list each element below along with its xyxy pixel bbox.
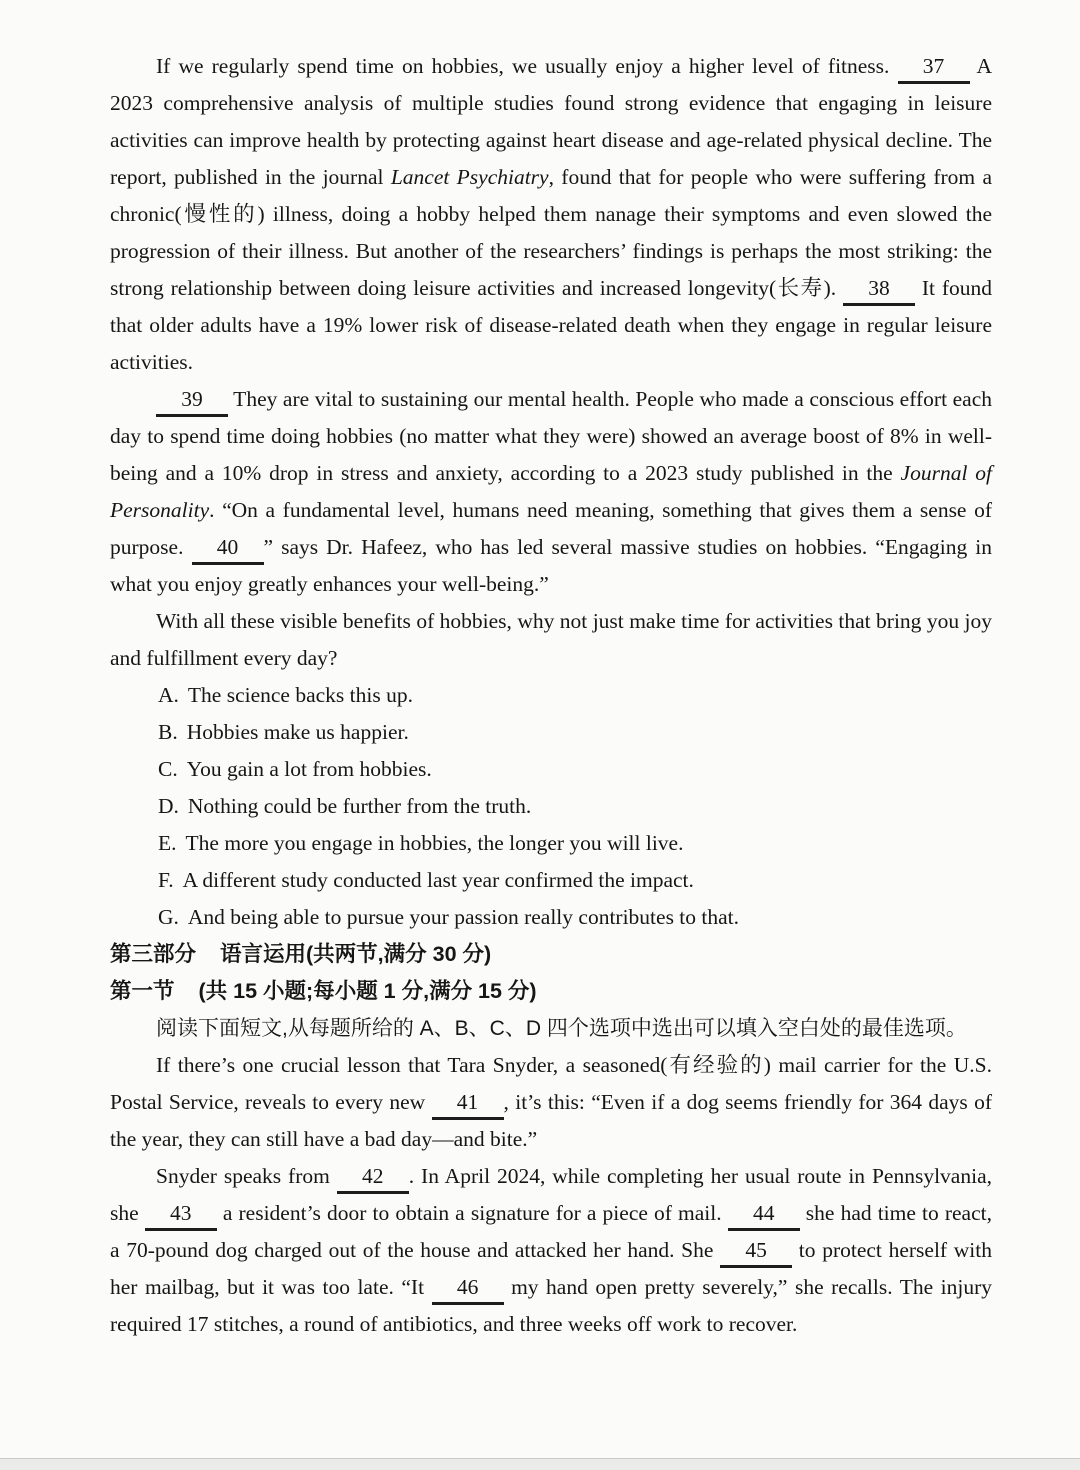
blank-38: 38 [843, 273, 915, 306]
part-heading [110, 936, 992, 973]
text-segment: . “On a fundamental level, humans need meaning, something that gives them a sense of purpose. [110, 498, 992, 559]
option-letter: G. [158, 905, 179, 929]
passage-hobbies [110, 48, 992, 936]
text-segment: my hand open pretty severely,” she recalls. The injury required 17 stitches, a round of antibiotics, and three weeks off work to recover. [110, 1275, 993, 1336]
option-text: You gain a lot from hobbies. [186, 757, 432, 781]
blank-44: 44 [728, 1198, 800, 1231]
part-heading-title: 语言运用(共两节,满分 30 分) [220, 942, 492, 966]
option-text: And being able to pursue your passion really contributes to that. [187, 905, 740, 929]
section-heading-label: 第一节 [110, 979, 175, 1003]
blank-46: 46 [432, 1272, 504, 1305]
passage-mail-carrier [110, 1047, 992, 1343]
option-letter: B. [158, 720, 178, 744]
section-heading-title: (共 15 小题;每小题 1 分,满分 15 分) [198, 979, 537, 1003]
option-letter: C. [158, 757, 178, 781]
text-segment: A 2023 comprehensive analysis of multiple studies found strong evidence that engaging in leisure activities can improve health by protecting against heart disease and age-related physical decline. The report, published in the journal [110, 54, 993, 189]
passage-paragraph [110, 603, 992, 677]
option-text: A different study conducted last year confirmed the impact. [182, 868, 694, 892]
option-letter: A. [158, 683, 179, 707]
text-segment: she had time to react, a 70-pound dog charged out of the house and attacked her hand. She [110, 1201, 992, 1262]
option-b [158, 714, 992, 751]
scan-edge-strip [0, 1458, 1080, 1470]
option-letter: E. [158, 831, 177, 855]
option-text: Nothing could be further from the truth. [187, 794, 532, 818]
text-segment: , it’s this: “Even if a dog seems friendly for 364 days of the year, they can still have a bad day—and bite.” [110, 1090, 993, 1151]
option-text: The more you engage in hobbies, the longer you will live. [185, 831, 684, 855]
option-letter: D. [158, 794, 179, 818]
text-segment: If we regularly spend time on hobbies, we usually enjoy a higher level of fitness. [156, 54, 898, 78]
passage-paragraph [110, 1047, 992, 1158]
text-segment: With all these visible benefits of hobbies, why not just make time for activities that bring you joy and fulfillment every day? [110, 609, 992, 670]
text-segment: . In April 2024, while completing her usual route in Pennsylvania, she [110, 1164, 992, 1225]
blank-39: 39 [156, 384, 228, 417]
text-segment: Lancet Psychiatry [390, 165, 549, 189]
passage-paragraph [110, 381, 992, 603]
option-letter: F. [158, 868, 174, 892]
option-f [158, 862, 992, 899]
options-list [110, 677, 992, 936]
option-d [158, 788, 992, 825]
part-heading-label: 第三部分 [110, 942, 197, 966]
blank-40: 40 [192, 532, 264, 565]
text-segment: , found that for people who were suffering from a chronic(慢性的) illness, doing a hobby helped them nanage their symptoms and even slowed the progression of their illness. But another of the researchers’ findings is perhaps the most striking: the strong relationship between doing leisure activities and increased longevity(长寿). [110, 165, 992, 300]
blank-45: 45 [720, 1235, 792, 1268]
blank-41: 41 [432, 1087, 504, 1120]
option-text: The science backs this up. [187, 683, 413, 707]
option-a [158, 677, 992, 714]
passage-paragraph [110, 48, 992, 381]
text-segment: ” says Dr. Hafeez, who has led several massive studies on hobbies. “Engaging in what you enjoy greatly enhances your well-being.” [110, 535, 993, 596]
option-e [158, 825, 992, 862]
blank-42: 42 [337, 1161, 409, 1194]
option-g [158, 899, 992, 936]
section-heading [110, 973, 992, 1010]
option-c [158, 751, 992, 788]
blank-37: 37 [898, 51, 970, 84]
option-text: Hobbies make us happier. [186, 720, 409, 744]
text-segment: a resident’s door to obtain a signature for a piece of mail. [216, 1201, 728, 1225]
text-segment: It found that older adults have a 19% lower risk of disease-related death when they engage in regular leisure activities. [110, 276, 992, 374]
blank-43: 43 [145, 1198, 217, 1231]
part3-header [110, 936, 992, 1047]
text-segment: They are vital to sustaining our mental health. People who made a conscious effort each day to spend time doing hobbies (no matter what they were) showed an average boost of 8% in well-being and a 10% drop in stress and anxiety, according to a 2023 study published in the [110, 387, 992, 485]
passage-paragraph [110, 1158, 992, 1343]
text-segment: If there’s one crucial lesson that Tara Snyder, a seasoned(有经验的) mail carrier for the U.S. Postal Service, reveals to every new [110, 1053, 992, 1114]
text-segment: Journal of Personality [110, 461, 992, 522]
section-instruction: 阅读下面短文,从每题所给的 A、B、C、D 四个选项中选出可以填入空白处的最佳选项。 [156, 1017, 967, 1040]
text-segment: to protect herself with her mailbag, but it was too late. “It [110, 1238, 992, 1299]
text-segment: Snyder speaks from [156, 1164, 337, 1188]
